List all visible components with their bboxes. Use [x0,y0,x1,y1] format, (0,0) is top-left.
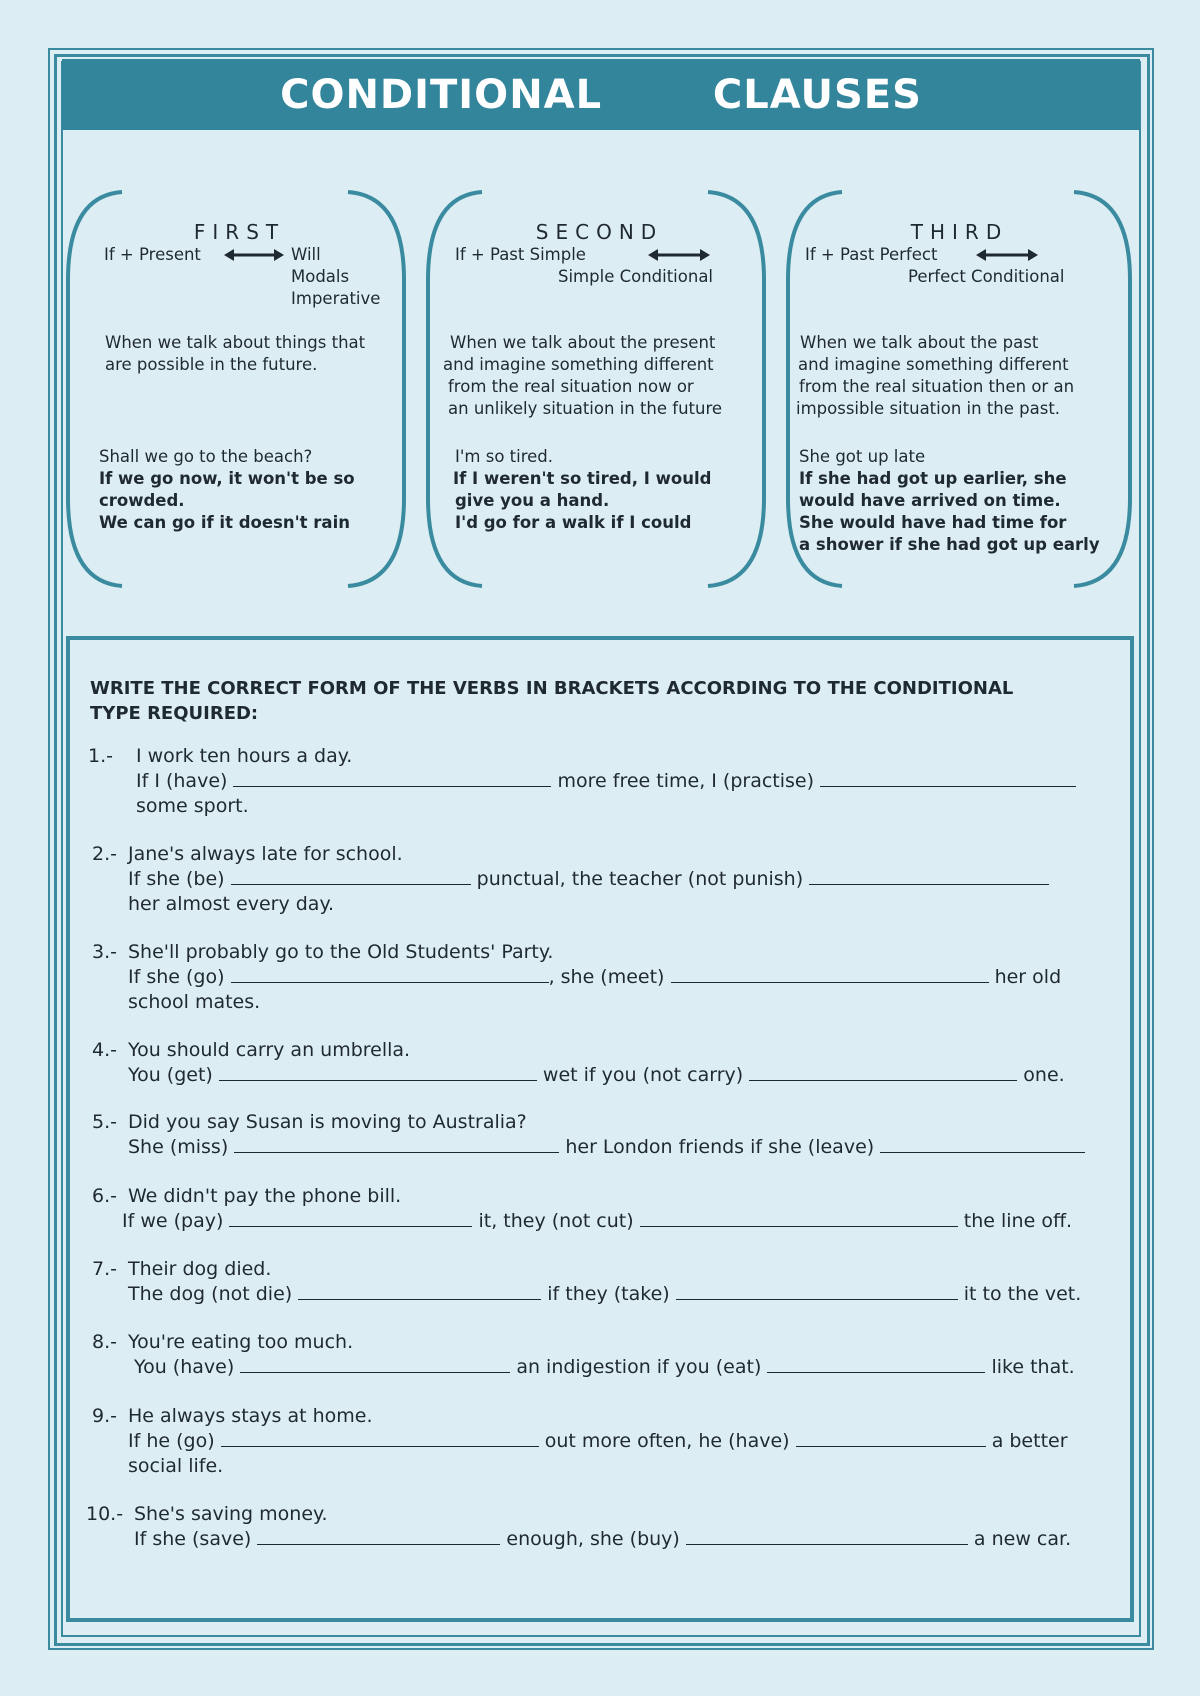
prompt-text: the line off. [963,1210,1073,1232]
prompt-text: If she (be) [128,868,225,890]
prompt-text: a better [991,1430,1068,1452]
prompt-text: it to the vet. [963,1283,1082,1305]
prompt-text: If I (have) [136,770,228,792]
prompt-text: enough, she (buy) [506,1528,680,1550]
answer-blank[interactable] [257,1527,500,1545]
answer-blank[interactable] [767,1355,985,1373]
third-example-intro: She got up late [799,447,926,466]
exercise-number: 10.- [86,1503,124,1525]
double-arrow-icon [976,246,1038,264]
exercise-number: 9.- [92,1405,117,1427]
prompt-text: if they (take) [547,1283,670,1305]
prompt-text: , she (meet) [548,966,665,988]
third-usage-1: When we talk about the past [800,333,1039,352]
second-example-intro: I'm so tired. [455,447,554,466]
third-usage-3: from the real situation then or an [799,377,1075,396]
page-title: CONDITIONAL CLAUSES [280,71,922,118]
exercise-intro: You're eating too much. [128,1331,354,1353]
title-banner [62,59,1140,130]
prompt-text: school mates. [128,991,261,1013]
exercise-intro: Their dog died. [128,1258,272,1280]
first-example-2: crowded. [99,491,185,510]
prompt-text: her almost every day. [128,893,335,915]
second-example-3: I'd go for a walk if I could [455,513,692,532]
prompt-text: She (miss) [128,1136,229,1158]
answer-blank[interactable] [640,1209,958,1227]
exercise-intro: We didn't pay the phone bill. [128,1185,402,1207]
answer-blank[interactable] [231,965,549,983]
prompt-text: like that. [991,1356,1075,1378]
prompt-text: one. [1023,1064,1065,1086]
prompt-text: punctual, the teacher (not punish) [476,868,804,890]
prompt-text: her London friends if she (leave) [565,1136,875,1158]
answer-blank[interactable] [880,1135,1085,1153]
exercise-number: 5.- [92,1111,117,1133]
exercise-intro: She'll probably go to the Old Students' Party. [128,941,554,963]
exercise-number: 3.- [92,941,117,963]
exercise-number: 1.- [88,745,113,767]
exercise-3 [92,940,1061,1015]
answer-blank[interactable] [749,1063,1017,1081]
exercise-6 [92,1184,1072,1234]
first-example-intro: Shall we go to the beach? [99,447,313,466]
prompt-text: If she (save) [134,1528,252,1550]
exercise-intro: You should carry an umbrella. [128,1039,411,1061]
exercise-2 [92,842,1049,917]
exercise-box [66,636,1134,1622]
third-example-2: would have arrived on time. [799,491,1061,510]
exercise-intro: He always stays at home. [128,1405,373,1427]
second-usage-1: When we talk about the present [450,333,716,352]
first-formula-right-1: Will [291,245,321,264]
exercise-intro: Jane's always late for school. [128,843,403,865]
answer-blank[interactable] [686,1527,968,1545]
answer-blank[interactable] [240,1355,510,1373]
first-example-1: If we go now, it won't be so [99,469,355,488]
exercise-8 [92,1330,1075,1380]
answer-blank[interactable] [809,867,1049,885]
first-conditional-panel [62,180,417,598]
prompt-text: If he (go) [128,1430,215,1452]
answer-blank[interactable] [221,1429,539,1447]
prompt-text: If we (pay) [122,1210,224,1232]
exercise-7 [92,1257,1081,1307]
prompt-text: more free time, I (practise) [557,770,815,792]
prompt-text: some sport. [136,795,249,817]
third-conditional-panel [782,180,1137,598]
prompt-text: You (have) [134,1356,235,1378]
prompt-text: If she (go) [128,966,225,988]
answer-blank[interactable] [233,769,551,787]
first-formula-right-3: Imperative [291,289,381,308]
exercise-1 [88,744,1076,819]
answer-blank[interactable] [796,1429,986,1447]
exercise-number: 4.- [92,1039,117,1061]
prompt-text: The dog (not die) [128,1283,293,1305]
third-usage-4: impossible situation in the past. [796,399,1061,418]
second-heading: SECOND [535,220,664,244]
exercise-5 [92,1110,1085,1160]
exercise-9 [92,1404,1068,1479]
prompt-text: social life. [128,1455,224,1477]
exercise-number: 6.- [92,1185,117,1207]
third-usage-2: and imagine something different [798,355,1069,374]
answer-blank[interactable] [219,1063,537,1081]
prompt-text: her old [994,966,1062,988]
second-usage-3: from the real situation now or [448,377,694,396]
second-usage-4: an unlikely situation in the future [448,399,723,418]
first-formula-right-2: Modals [291,267,350,286]
answer-blank[interactable] [676,1282,958,1300]
exercise-intro: I work ten hours a day. [136,745,353,767]
answer-blank[interactable] [234,1135,559,1153]
instructions-line-2: TYPE REQUIRED: [90,703,259,724]
second-formula-left: If + Past Simple [455,245,586,264]
answer-blank[interactable] [298,1282,541,1300]
second-usage-2: and imagine something different [443,355,714,374]
second-formula-right: Simple Conditional [558,267,714,286]
first-heading: FIRST [193,220,286,244]
prompt-text: a new car. [973,1528,1072,1550]
exercise-intro: She's saving money. [134,1503,328,1525]
third-example-4: a shower if she had got up early [799,535,1100,554]
double-arrow-icon [648,246,710,264]
answer-blank[interactable] [820,769,1076,787]
first-usage-1: When we talk about things that [105,333,366,352]
prompt-text: You (get) [128,1064,213,1086]
answer-blank[interactable] [231,867,471,885]
prompt-text: it, they (not cut) [478,1210,634,1232]
third-example-1: If she had got up earlier, she [799,469,1067,488]
instructions-line-1: WRITE THE CORRECT FORM OF THE VERBS IN BRACKETS ACCORDING TO THE CONDITIONAL [90,678,1014,699]
exercise-4 [92,1038,1065,1088]
double-arrow-icon [224,246,284,264]
third-example-3: She would have had time for [799,513,1067,532]
first-usage-2: are possible in the future. [105,355,318,374]
prompt-text: an indigestion if you (eat) [516,1356,762,1378]
first-example-3: We can go if it doesn't rain [99,513,350,532]
second-conditional-panel [422,180,777,598]
second-example-1: If I weren't so tired, I would [453,469,712,488]
exercise-number: 7.- [92,1258,117,1280]
second-example-2: give you a hand. [455,491,610,510]
third-heading: THIRD [910,220,1009,244]
prompt-text: out more often, he (have) [544,1430,790,1452]
answer-blank[interactable] [229,1209,472,1227]
exercise-10 [86,1502,1071,1552]
first-formula-left: If + Present [104,245,201,264]
exercise-intro: Did you say Susan is moving to Australia? [128,1111,527,1133]
third-formula-right: Perfect Conditional [908,267,1065,286]
instructions [90,676,1130,726]
exercise-number: 8.- [92,1331,117,1353]
exercise-number: 2.- [92,843,117,865]
answer-blank[interactable] [671,965,989,983]
third-formula-left: If + Past Perfect [805,245,938,264]
prompt-text: wet if you (not carry) [542,1064,744,1086]
